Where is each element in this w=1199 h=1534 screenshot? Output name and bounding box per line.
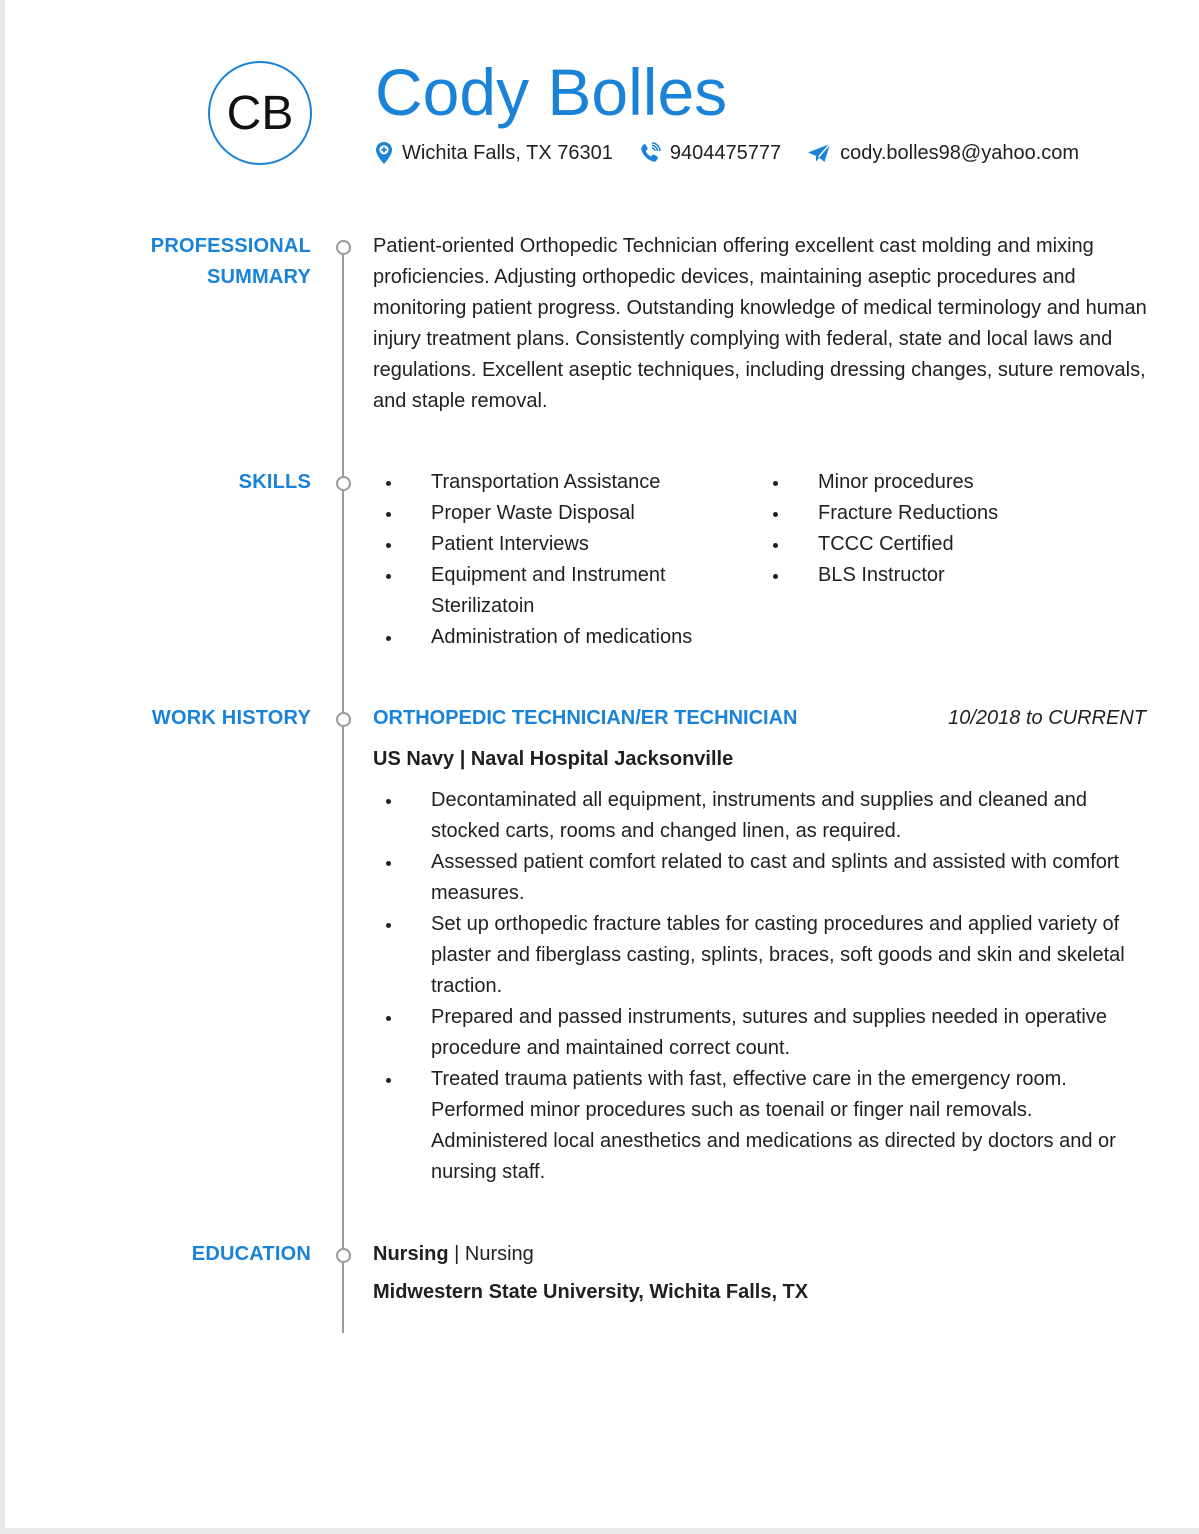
summary-section-title <box>151 231 311 293</box>
skill-item: Patient Interviews <box>373 529 753 560</box>
send-icon <box>807 143 831 163</box>
education-degree-line <box>373 1239 534 1270</box>
email-text: cody.bolles98@yahoo.com <box>840 141 1080 164</box>
contact-bar <box>375 139 1079 167</box>
candidate-name: Cody Bolles <box>375 55 728 129</box>
employer: US Navy | Naval Hospital Jacksonville <box>373 748 734 770</box>
job-duty-item: Treated trauma patients with fast, effective care in the emergency room. Performed minor procedures such as toenail or finger nail removals. Administered local anesthetics and medications as directed by doctors and or nursing staff. <box>373 1064 1153 1188</box>
skill-item: TCCC Certified <box>760 529 1140 560</box>
contact-email <box>807 142 1079 165</box>
field-of-study: Nursing <box>464 1243 534 1265</box>
work-section-title: WORK HISTORY <box>151 707 311 729</box>
contact-phone <box>639 142 781 165</box>
initials: CB <box>226 86 294 140</box>
skills-list-right <box>760 467 1140 591</box>
phone-icon <box>639 142 661 164</box>
job-duty-item: Set up orthopedic fracture tables for casting procedures and applied variety of plaster and fiberglass casting, splints, braces, soft goods and skin and skeletal traction. <box>373 909 1153 1002</box>
timeline-dot-summary <box>336 240 351 255</box>
job-dates: 10/2018 to CURRENT <box>948 707 1146 729</box>
summary-text: Patient-oriented Orthopedic Technician offering excellent cast molding and mixing proficiencies. Adjusting orthopedic devices, maintaining aseptic procedures and monitoring patient progress. Outstanding knowledge of medical terminology and human injury treatment plans. Consistently complying with federal, state and local laws and regulations. Excellent aseptic techniques, including dressing changes, suture removals, and staple removal. <box>373 235 1147 412</box>
skills-section-title: SKILLS <box>238 471 311 493</box>
location-text: Wichita Falls, TX 76301 <box>402 141 613 164</box>
degree: Nursing <box>373 1243 449 1265</box>
education-section-title: EDUCATION <box>191 1243 311 1265</box>
skill-item: Administration of medications <box>373 622 753 653</box>
skill-item: Proper Waste Disposal <box>373 498 753 529</box>
skill-item: Minor procedures <box>760 467 1140 498</box>
timeline-line <box>342 255 344 1333</box>
job-duties-list <box>373 785 1153 1188</box>
skills-list-left <box>373 467 753 653</box>
timeline-dot-skills <box>336 476 351 491</box>
job-title: ORTHOPEDIC TECHNICIAN/ER TECHNICIAN <box>373 707 798 729</box>
skill-item: Transportation Assistance <box>373 467 753 498</box>
skill-item: Equipment and Instrument Sterilizatoin <box>373 560 753 622</box>
school-name: Midwestern State University, Wichita Falls, TX <box>373 1281 809 1303</box>
timeline-dot-work <box>336 712 351 727</box>
job-duty-item: Assessed patient comfort related to cast and splints and assisted with comfort measures. <box>373 847 1153 909</box>
job-duty-item: Prepared and passed instruments, sutures and supplies needed in operative procedure and maintained correct count. <box>373 1002 1153 1064</box>
timeline-dot-education <box>336 1248 351 1263</box>
degree-separator: | <box>448 1243 465 1265</box>
summary-title-line2: SUMMARY <box>207 266 311 288</box>
phone-text: 9404475777 <box>669 141 782 164</box>
job-duty-item: Decontaminated all equipment, instruments and supplies and cleaned and stocked carts, rooms and changed linen, as required. <box>373 785 1153 847</box>
summary-title-line1: PROFESSIONAL <box>150 235 311 257</box>
skill-item: BLS Instructor <box>760 560 1140 591</box>
contact-location <box>375 141 613 165</box>
resume-page <box>5 0 1199 1528</box>
skill-item: Fracture Reductions <box>760 498 1140 529</box>
monogram-badge <box>208 61 312 165</box>
location-pin-icon <box>375 141 393 165</box>
